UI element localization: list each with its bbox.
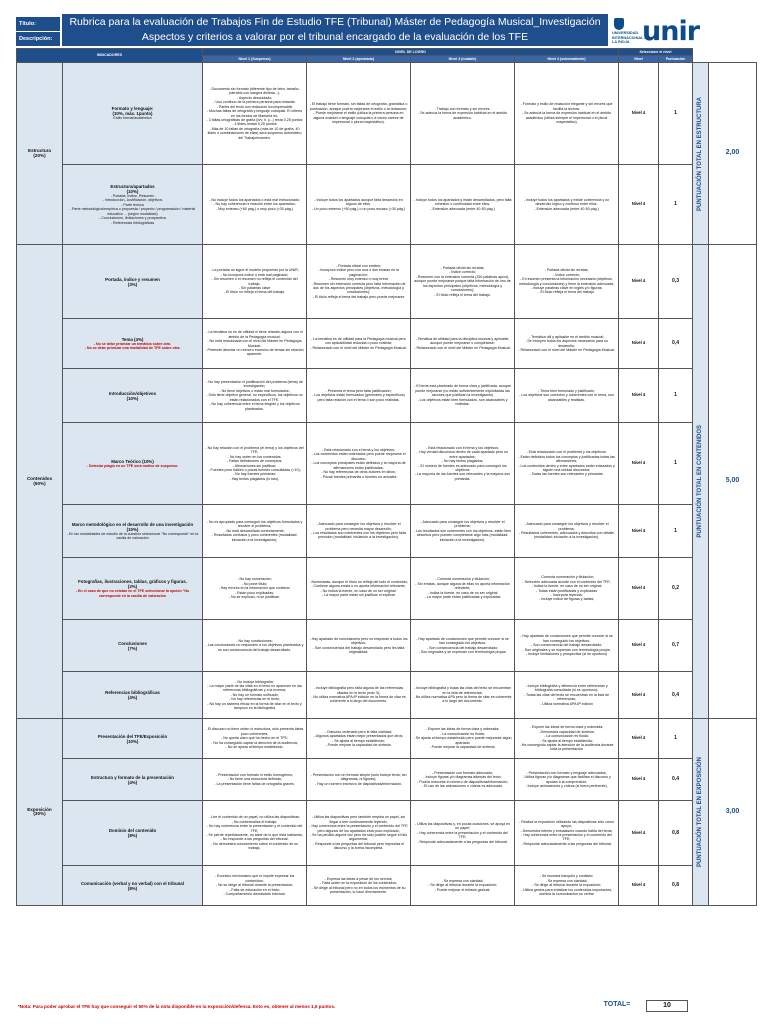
table-row <box>17 369 757 423</box>
col-indicadores: INDICADORES <box>17 49 203 63</box>
table-row <box>17 719 757 759</box>
level-n4-descriptor: - Formato y estilo de redacción elegante y sin errores que facilita la lectura. - Se adecúa la forma de expresión habitual en el ámbito académico (utiliza siempre el impersonal o el plural mayestático) <box>515 63 619 165</box>
score-value: 0,3 <box>659 245 693 319</box>
level-n3-descriptor: - Portada oficial sin erratas; - Índice correcto; - Resumen con la extensión correcta (150 palabras aprox), aunque puede mejorarse porque falta información de uno de los aspectos principales (objetivos, metodología y conclusiones); - El título refleja el tema del trabajo. <box>411 245 515 319</box>
level-n4-descriptor: - Tema bien formulado y justificado; - Los objetivos son correctos y coherentes con el tema, son alcanzables y realistas. <box>515 369 619 423</box>
level-n3-descriptor: - Trabajo con formato y sin errores. - Se adecúa la forma de expresión habitual en el ámbito académico. <box>411 63 515 165</box>
table-row <box>17 63 757 165</box>
level-n2-descriptor: - Incluye todos los apartados aunque falta desarrollo en alguno de ellos. - Un poco extenso (+50 pág.) o un poco escaso (<30 pág.) <box>307 165 411 245</box>
level-n3-descriptor: - Temática de utilidad para la disciplina musical y aplicable, aunque puede mejorarse o completarse; - Relacionado con el nivel del Máster en Pedagogía Musical. <box>411 319 515 369</box>
col-puntuacion: Puntuación <box>659 56 693 63</box>
level-n1-descriptor: - No es apropiado para conseguir los objetivos formulados y resolver el problema; - No está desarrollado correctamente; - Resultados confusos y poco coherentes (modalidad: iniciación a la investigación); <box>203 505 307 558</box>
indicator-title: Dominio del contenido (8%) <box>108 828 157 838</box>
indicator-title: Comunicación (verbal y no verbal) con el tribunal (8%) <box>81 880 184 891</box>
indicator-title: Tema (4%) <box>121 336 144 342</box>
level-select[interactable]: Nivel 4 <box>619 245 659 319</box>
indicator-cell <box>63 63 203 165</box>
level-n2-descriptor: - Hay apartado de conclusiones pero no responde a todos los objetivos; - Son consecuencia del trabajo desarrollado pero les falta originalidad; <box>307 620 411 672</box>
col-nivel-logro: NIVEL DE LOGRO <box>203 49 619 56</box>
indicator-title: Estructura/apartados (10%) <box>110 184 155 195</box>
indicator-cell <box>63 759 203 801</box>
level-n3-descriptor: - Presentación con formato adecuado; - Incluye figuras y/o diagramas además del texto; - Podría reducirse el número de diapositivas/información; - El uso de las animaciones o vídeos es adecuado. <box>411 759 515 801</box>
table-row <box>17 165 757 245</box>
indicator-title: Formato y lenguaje: (10%, máx. 1punto) <box>111 106 154 117</box>
footnote: *Nota: Para poder aprobar el TFE hay que conseguir el 50% de la nota disponible en la exposición/defensa. Esto es, obtener al menos 1,5 puntos. <box>18 1004 336 1009</box>
level-n3-descriptor: - Se expresa con claridad; - Se dirige al tribunal durante la exposición; - Puede mejorar el énfasis gestual. <box>411 866 515 906</box>
score-value: 0,8 <box>659 866 693 906</box>
indicator-cell <box>63 423 203 505</box>
section-total-value: 5,00 <box>709 245 757 719</box>
level-n3-descriptor: - El tema está planteado de forma clara y justificada, aunque puede mejorarse (no están suficientemente explicitadas las razones que justifican la investigación) - Los objetivos están bien formulados, son alcanzables y realistas. <box>411 369 515 423</box>
level-n4-descriptor: - Incluye bibliografía y diferencia entre referencias y bibliografía consultada (si es oportuno); - Todas las citas del texto se encuentran en la lista de referencias; - Utiliza normativa APA 6ª edición <box>515 672 619 719</box>
indicator-subtext: Estilo formal/académico <box>113 116 152 121</box>
score-value: 0,2 <box>659 558 693 620</box>
level-n2-descriptor: - El trabajo tiene formato, sin faltas de ortografía, gramática o puntuación, aunque podría mejorarse el estilo o la redacción; - Puede mejorarse el estilo (utiliza la primera persona en alguna ocasión o lenguaje coloquial o a veces carece de impersonal o plural mayestático). <box>307 63 411 165</box>
page-title: Rubrica para la evaluación de Trabajos Fin de Estudio TFE (Tribunal) Máster de Pedagogía Musical_Investigación <box>69 16 601 28</box>
level-n4-descriptor: - Correcta numeración y titulación; - Selección adecuada acorde con el contenido del TFE; - Indica la fuente, en caso de no ser original - Todas están justificadas y explicadas - Incorpora leyenda; - Incluye índice de figuras y tablas; <box>515 558 619 620</box>
titulo-label: Título: <box>16 17 60 31</box>
level-select[interactable]: Nivel 4 <box>619 672 659 719</box>
table-row <box>17 558 757 620</box>
level-n2-descriptor: - Presentación con un formato simple (solo incluye texto; sin diagramas, ni figuras); - Hay un número excesivo de diapositivas/información. <box>307 759 411 801</box>
level-n4-descriptor: - Se muestra tranquilo y confiado; - Se expresa con claridad; - Se dirige al tribunal durante la exposición; - Utiliza gestos para enfatizar los contenidos importantes, domina la comunicación no verbal <box>515 866 619 906</box>
level-n2-descriptor: - Presenta el tema pero falta justificación; - Los objetivos están formulados (generales y específicos) pero falta relación con el tema o son poco realistas. <box>307 369 411 423</box>
level-select[interactable]: Nivel 4 <box>619 866 659 906</box>
level-n2-descriptor: - Utiliza las diapositivas pero también emplea un papel, sin llegar a leer continuamente leyendo; - Hay coherencia entre la presentación y el contenido del TFE pero algunos de los apartados está poco explicado; - Se ha perdido alguna vez pero ha sido posible seguir el hilo argumental; - Responde a las preguntas del tribunal pero improvisa el discurso y la forma incompleta. <box>307 801 411 866</box>
level-n1-descriptor: - No hay presentación ni justificación del problema (tema) de investigación; - No tiene objetivos o están mal formulados; - Sólo tiene objetivo general, no específicos, los objetivos no están relacionados con el TFE. - No hay coherencia entre el tema elegido y los objetivos planteados. <box>203 369 307 423</box>
level-n2-descriptor: - Discurso ordenado pero le falta claridad; - Algunos apartados están mejor presentados que otros; - Se ajusta al tiempo establecido; - Puede mejorar la capacidad de síntesis. <box>307 719 411 759</box>
section-total-value: 3,00 <box>709 719 757 906</box>
level-n3-descriptor: - Utiliza las diapositivas y, en pocas ocasiones, se apoya en un papel; - Hay coherencia entre la presentación y el contenido del TFE; - Responde adecuadamente a las preguntas del tribunal. <box>411 801 515 866</box>
indicator-cell <box>63 165 203 245</box>
table-row <box>17 319 757 369</box>
level-n1-descriptor: - Documento sin formato (diferente tipo de letra, tamaño, párrafos con sangría distinta...); - Aspecto descuidado; - Uso continuo de la primera persona para redactar. - Partes del texto con redacción incomprensible - Muchas faltas de ortografía y lenguaje coloquial. El criterio en los fondos de Maestría es: - 3 faltas ortográficas de grafía (b/v, h, y...) resta 0,25 puntos - 4 tildes restan 0,25 puntos - Más de 10 faltas de ortografía (más de 10 de grafía, 40 tildes o combinaciones de ellas) será suspenso automático del Trabajo/examen. <box>203 63 307 165</box>
level-select[interactable]: Nivel 4 <box>619 165 659 245</box>
level-n2-descriptor: - Adecuado para conseguir los objetivos y resolver el problema pero necesita mayor desarrollo; - Los resultados son coherentes con los objetivos pero falta precisión (modalidad: iniciación a la investigación). <box>307 505 411 558</box>
level-select[interactable]: Nivel 4 <box>619 801 659 866</box>
level-n1-descriptor: - No incluye todos los apartados o está mal estructurado; - No hay coherencia ni relación entre los apartados; - Muy extenso (+60 pág.) o muy poco (<30 pág.) <box>203 165 307 245</box>
table-row <box>17 423 757 505</box>
level-n3-descriptor: - Incluye bibliografía y todas las citas del texto se encuentran en la lista de referencias; - No utiliza normativa APA pero la forma de citar es coherente a lo largo del documento. <box>411 672 515 719</box>
section-label: Exposición (30%) <box>17 719 63 906</box>
section-total-label <box>693 719 709 906</box>
level-n4-descriptor: - Realiza la exposición utilizando las diapositivas sólo como apoyo; - Demuestra interés y entusiasmo cuando habla del tema; - Hay coherencia entre la presentación y el contenido del TFE; - Responde adecuadamente a las preguntas del tribunal. <box>515 801 619 866</box>
table-row <box>17 672 757 719</box>
indicator-cell <box>63 620 203 672</box>
level-n3-descriptor: - Está relacionado con el tema y los objetivos; - Hay verdad discursiva dentro de cada apartado pero no entre apartados; - No hay textos plagiados; - El número de fuentes es adecuado para conseguir los objetivos - La mayoría de las fuentes son relevantes y la mayoría son primarias. <box>411 423 515 505</box>
section-total-text: PUNTUACIÓN TOTAL EN ESTRUCTURA <box>697 96 704 211</box>
level-n4-descriptor: - Portada oficial sin erratas; - Índice correcto; - El resumen presenta la información necesaria (objetivos, metodología y conclusiones) y tiene la extensión adecuada; - Incluye palabras clave en inglés y/o figuras; - El título refleja el tema del trabajo. <box>515 245 619 319</box>
section-label: Contenidos (50%) <box>17 245 63 719</box>
level-n1-descriptor: - No hay conclusiones; - Las conclusiones no responden a los objetivos planteados y no son consecuencia del trabajo desarrollado. <box>203 620 307 672</box>
indicator-cell <box>63 558 203 620</box>
score-value: 1 <box>659 165 693 245</box>
total-value: 10 <box>646 1000 688 1012</box>
table-row <box>17 245 757 319</box>
level-n3-descriptor: - Correcta numeración y titulación; - Sin erratas, aunque alguna de ellas no aporta información relevante; - Indica la fuente, en caso de no ser original - La mayor parte están justificadas y explicadas <box>411 558 515 620</box>
level-n3-descriptor: - Adecuado para conseguir los objetivos y resolver el problema; - Los resultados son coherentes con los objetivos, están bien descritos pero pueden completarse algo más (modalidad: iniciación a la investigación). <box>411 505 515 558</box>
level-select[interactable]: Nivel 4 <box>619 369 659 423</box>
section-total-label <box>693 245 709 719</box>
col-nivel3: Nivel 3 (notable) <box>411 56 515 63</box>
level-n2-descriptor: - Portada oficial con errates; - Incorpora índice pero con una o dos erratas en la paginación; - Resumen muy extenso o muy breve - Resumen sin extensión correcta pero falta información de dos de los aspectos principales (objetivos, metodología y conclusiones); - El título refleja el tema del trabajo pero puede mejorarse <box>307 245 411 319</box>
level-select[interactable]: Nivel 4 <box>619 558 659 620</box>
indicator-cell <box>63 672 203 719</box>
indicator-title: Introducción/objetivos (10%) <box>108 390 157 401</box>
level-select[interactable]: Nivel 4 <box>619 719 659 759</box>
level-n2-descriptor: - Numeradas, aunque el título no refleja del todo el contenido; - Contiene alguna errata o no aporta información relevante; - No indica la fuente, en caso de no ser original. - La mayor parte están sin justificar ni explicar <box>307 558 411 620</box>
rubric-table <box>16 48 757 906</box>
level-n4-descriptor: - Temática útil y aplicable en el ámbito musical; - Se incluyen todos los aspectos necesarios para su desarrollo; - Relacionado con el nivel del Máster en Pedagogía Musical. <box>515 319 619 369</box>
indicator-note: - Detectar plagio en un TFE será motivo de suspenso. <box>86 463 179 468</box>
level-n4-descriptor: - Expone las ideas de forma clara y ordenada; - Demuestra capacidad de síntesis; - La comunicación es fluida; - Se ajusta al tiempo establecido; - Ha conseguido captar la atención de la audiencia durante toda la presentación <box>515 719 619 759</box>
title-band <box>62 14 608 46</box>
score-value: 0,8 <box>659 801 693 866</box>
indicator-title: Referencias bibliográficas (4%) <box>105 690 160 700</box>
indicator-subtext: - En las modalidades de estudio de la cuestión seleccionar "No corresponde" en la casilla de valoración <box>66 531 199 540</box>
footer <box>16 1000 756 1030</box>
crest-icon <box>614 18 624 30</box>
indicator-cell <box>63 369 203 423</box>
level-n1-descriptor: - No incluye bibliografía; - La mayor parte de las citas en el texto no aparecen en las referencias bibliográficas y a la inversa; - No hay un formato unificado; - No hay referencias en el texto; - No hay un sistema eficaz en la forma de citar en el texto y tampoco en la bibliografía <box>203 672 307 719</box>
level-select[interactable]: Nivel 4 <box>619 620 659 672</box>
rubric-page <box>16 14 756 1009</box>
level-n3-descriptor: - Incluye todos los apartados y están desarrollados, pero falta cohesión o continuidad entre ellos. - Extensión adecuada (entre 40-50 pág.) <box>411 165 515 245</box>
indicator-cell <box>63 866 203 906</box>
indicator-title: Presentación del TFE/Exposición (10%) <box>97 733 168 744</box>
level-select[interactable]: Nivel 4 <box>619 63 659 165</box>
level-n4-descriptor: - Presentación con formato y lenguaje adecuados; - Utiliza figuras y/o diagramas que facilitan el discurso y ayudan a la comprensión; - Incluye animaciones y vídeos (si fuera pertinente). <box>515 759 619 801</box>
table-row <box>17 620 757 672</box>
indicator-subtext: - Portada, Índice, Resumen - Introducción, Justificación, objetivos - Parte teórica - Parte metodológica/empírica o propuesta / proyecto / programación / material educativo ... (según modalidad) - Conclusiones, limitaciones y prospectiva - Referencias bibliográficas <box>69 194 196 225</box>
indicator-title: Marco Teórico (10%) <box>111 458 154 464</box>
indicator-cell <box>63 801 203 866</box>
level-n1-descriptor: - No hay relación con el problema (el tema) y los objetivos del TFE; - No hay orden en los contenidos; - Faltan definiciones de conceptos; - Afirmaciones sin justificar; - Fuentes poco fiables o pocas fuentes consultadas (<10); - No hay fuentes primarias; - Hay textos plagiados (in toto). <box>203 423 307 505</box>
indicator-cell <box>63 505 203 558</box>
level-n1-descriptor: - El discurso no tiene orden ni estructura, solo presenta ideas poco coherentes; - No queda claro qué ha hecho en el TFE; - No ha conseguido captar la atención de la audiencia; - No se ajusta al tiempo establecido. <box>203 719 307 759</box>
score-value: 1 <box>659 719 693 759</box>
indicator-cell <box>63 319 203 369</box>
indicator-cell <box>63 719 203 759</box>
table-row <box>17 505 757 558</box>
score-value: 1 <box>659 423 693 505</box>
page-subtitle: Aspectos y criterios a valorar por el tribunal encargado de la evaluación de los TFE <box>141 31 529 43</box>
table-row <box>17 759 757 801</box>
header <box>16 14 756 46</box>
total-label: TOTAL= <box>603 1001 631 1008</box>
logo-subtext: UNIVERSIDAD INTERNACIONAL DE LA RIOJA <box>612 31 650 44</box>
level-n1-descriptor: - La temática no es de utilidad ni tiene relación alguna con el ámbito de la Pedagogía musical. - No está relacionada con el nivel del Máster en Pedagogía Musical. - Pretende abordar un número excesivo de temas sin relación aparente. <box>203 319 307 369</box>
indicator-title: Portada, índice y resumen (3%) <box>105 276 160 287</box>
col-nivel1: Nivel 1 (Suspenso) <box>203 56 307 63</box>
logo-wordmark: unir <box>642 16 700 47</box>
level-select[interactable]: Nivel 4 <box>619 759 659 801</box>
indicator-title: Marco metodológico en el desarrollo de una investigación (10%) <box>71 521 194 532</box>
level-n2-descriptor: - La temática es de utilidad para la Pedagogía musical pero con aplicabilidad reducida o poco realista; - Relacionado con el nivel del Máster en Pedagogía Musical. <box>307 319 411 369</box>
section-label: Estructura (20%) <box>17 63 63 245</box>
section-total-label <box>693 63 709 245</box>
section-total-text: PUNTUACIÓN TOTAL EN CONTENIDOS <box>697 425 704 538</box>
col-nivel2: Nivel 2 (aprobado) <box>307 56 411 63</box>
level-n3-descriptor: - Hay apartado de conclusiones que permite conocer si se han conseguido los objetivos; - Son consecuencia del trabajo desarrollado; - Son originales y se expresan con terminología propia. <box>411 620 515 672</box>
score-value: 1 <box>659 63 693 165</box>
level-n1-descriptor: - La portada no sigue el modelo propuesto por la UNIR; - No incorpora índice o está mal paginado; - Sin resumen o el resumen no refleja el contenido del trabajo. - Sin palabras clave - El título no refleja el tema del trabajo. <box>203 245 307 319</box>
table-row <box>17 866 757 906</box>
level-n1-descriptor: - Presentación con formato ni estilo homogéneo; - No tiene una estructura definida; - La presentación tiene faltas de ortografía graves. <box>203 759 307 801</box>
level-n4-descriptor: - Adecuado para conseguir los objetivos y resolver el problema; - Resultados coherentes, adecuados y descritos con detalle (modalidad: iniciación a la investigación). <box>515 505 619 558</box>
table-row <box>17 801 757 866</box>
level-n4-descriptor: - Hay apartado de conclusiones que permite conocer si se han conseguido los objetivos; - Son consecuencia del trabajo desarrollado; - Son originales y se expresan con terminología propia; - Incluye limitaciones y prospectiva (si es oportuno) <box>515 620 619 672</box>
score-value: 1 <box>659 505 693 558</box>
col-nivel4: Nivel 4 (sobresaliente) <box>515 56 619 63</box>
indicator-note: - En el caso de que no existan en el TFE seleccionar la opción "No corresponde en la casilla de valoración <box>75 589 190 598</box>
indicator-cell <box>63 245 203 319</box>
level-n1-descriptor: - Excesivo nerviosismo que le impide expresar los contenidos; - No se dirige al tribunal durante la presentación; - Falta de educación en el trato; - Comportamiento demasiado informal. <box>203 866 307 906</box>
level-n1-descriptor: - Lee el contenido de un papel, no utiliza las diapositivas; - No contextualiza el trabajo; - No hay coherencia entre la presentación y el contenido del TFE; - Se pierde repetidamente, no sabe de lo que está hablando; - No responde a las preguntas del tribunal; - No demuestra conocimiento sobre el contenido de su trabajo. <box>203 801 307 866</box>
col-nivel: Nivel <box>619 56 659 63</box>
section-total-text: PUNTUACIÓN TOTAL EN EXPOSICIÓN <box>697 756 704 867</box>
level-n2-descriptor: - Incluye bibliografía pero falta alguna de las referencias citadas en el texto (máx 3); - No utiliza normativa APA 6ª edición en la forma de citar es coherente a lo largo del documento. <box>307 672 411 719</box>
descripcion-label: Descripción: <box>16 32 60 46</box>
level-select[interactable]: Nivel 4 <box>619 423 659 505</box>
indicator-note: - No se debe priorizar un temática sobre otra. - No se debe priorizar una modalidad de TFE sobre otra. <box>84 341 181 350</box>
indicator-title: Conclusiones (7%) <box>118 640 147 651</box>
indicator-title: Estructura y formato de la presentación (4%) <box>91 774 174 785</box>
score-value: 0,7 <box>659 620 693 672</box>
unir-logo <box>612 16 756 46</box>
score-value: 0,4 <box>659 672 693 719</box>
score-value: 1 <box>659 369 693 423</box>
score-value: 0,4 <box>659 759 693 801</box>
level-n4-descriptor: - Incluye todos los apartados y existe coherencia y un desarrollo lógico y continuo entre ellos. - Extensión adecuada (entre 40-50 pág.) <box>515 165 619 245</box>
col-seleccione: Seleccione el nivel <box>619 49 693 56</box>
level-n3-descriptor: - Expone las ideas de forma clara y ordenada; - La comunicación es fluida; - Se ajusta al tiempo establecido pero puede mejorarse algún apartado - Puede mejorar la capacidad de síntesis. <box>411 719 515 759</box>
score-value: 0,4 <box>659 319 693 369</box>
level-n2-descriptor: - Está relacionado con el tema y los objetivos; - Los contenidos están ordenados pero puede mejorarse el discurso; - Los conceptos principales están definidos y la mayoría de afirmaciones están justificadas; - No hay referencias de otros autores en sitios; - Pocas fuentes primarias o fuentes no actuales <box>307 423 411 505</box>
level-select[interactable]: Nivel 4 <box>619 505 659 558</box>
level-n1-descriptor: - No hay numeración; - No pone título; - Hay errores en la información que contiene; - Están poco explicadas; - No se explican, ni se justifican. <box>203 558 307 620</box>
level-n4-descriptor: - Está relacionado con el problema y los objetivos; - Están definidos todos los conceptos y justificadas todas las afirmaciones; - Los contenidos dentro y entre apartados están enlazados y siguen una unidad discursiva; - Todas las fuentes son relevantes y primarias. <box>515 423 619 505</box>
indicator-title: Fotografías, ilustraciones, tablas, gráficos y figuras. (2%) <box>78 579 187 590</box>
level-n2-descriptor: - Expresa las ideas a pesar de los nervios; - Falta orden en la exposición de los contenidos; - Se dirige al tribunal pero no en todos los momentos de su presentación, lo hace directamente. <box>307 866 411 906</box>
level-select[interactable]: Nivel 4 <box>619 319 659 369</box>
section-total-value: 2,00 <box>709 63 757 245</box>
